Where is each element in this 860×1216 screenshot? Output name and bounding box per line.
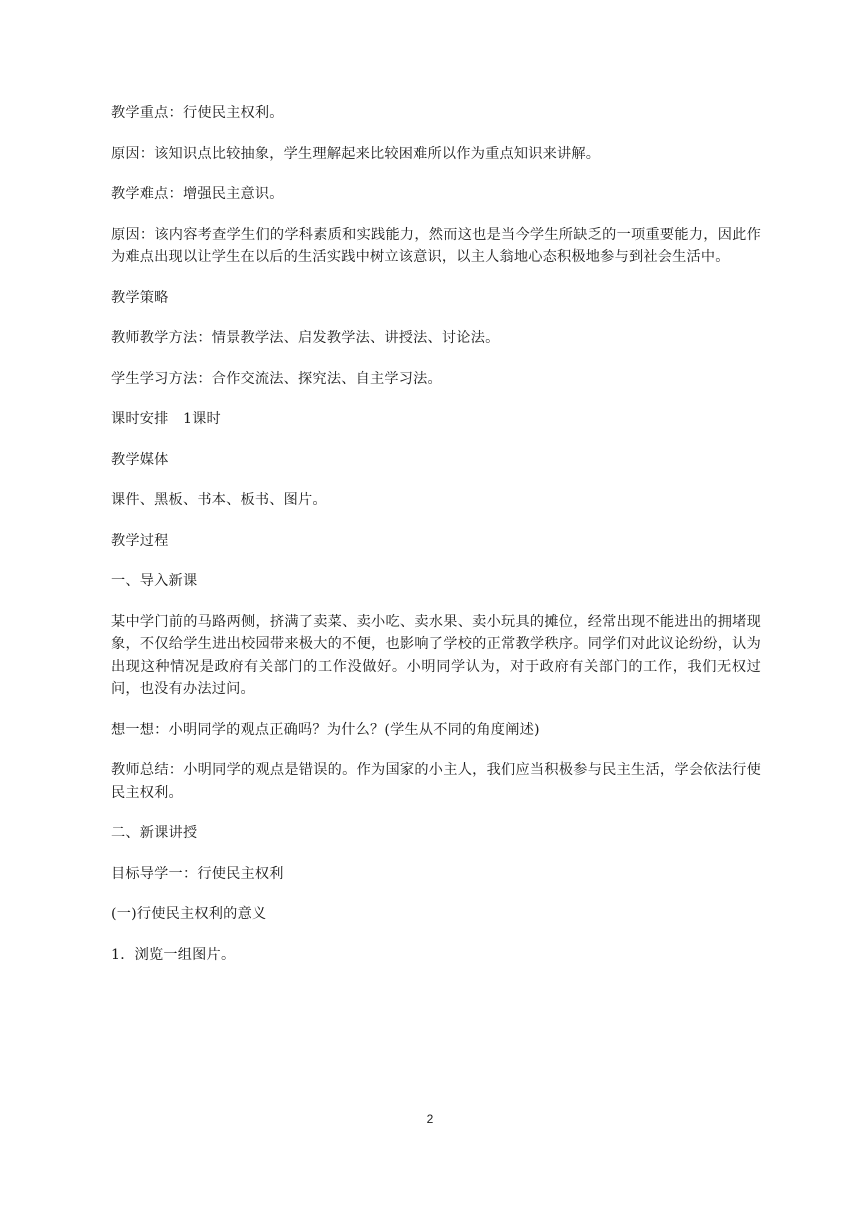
paragraph-difficulty-reason: 原因：该内容考查学生们的学科素质和实践能力，然而这也是当今学生所缺乏的一项重要能力，因此作为难点出现以让学生在以后的生活实践中树立该意识，以主人翁地心态积极地参与到社会生活中。 bbox=[111, 226, 761, 265]
paragraph-scenario: 某中学门前的马路两侧，挤满了卖菜、卖小吃、卖水果、卖小玩具的摊位，经常出现不能进出的拥堵现象，不仅给学生进出校园带来极大的不便，也影响了学校的正常教学秩序。同学们对此议论纷纷，认为出现这种情况是政府有关部门的工作没做好。小明同学认为，对于政府有关部门的工作，我们无权过问，也没有办法过问。 bbox=[111, 613, 761, 697]
heading-introduction: 一、导入新课 bbox=[111, 573, 198, 589]
paragraph-browse-pictures: 1．浏览一组图片。 bbox=[111, 946, 236, 963]
paragraph-teacher-methods: 教师教学方法：情景教学法、启发教学法、讲授法、讨论法。 bbox=[111, 330, 500, 346]
document-body bbox=[111, 102, 761, 984]
paragraph-think: 想一想：小明同学的观点正确吗？为什么？(学生从不同的角度阐述) bbox=[111, 721, 540, 738]
paragraph-teacher-summary: 教师总结：小明同学的观点是错误的。作为国家的小主人，我们应当积极参与民主生活，学会依法行使民主权利。 bbox=[111, 762, 761, 801]
paragraph-student-methods: 学生学习方法：合作交流法、探究法、自主学习法。 bbox=[111, 370, 442, 387]
paragraph-teaching-focus: 教学重点：行使民主权利。 bbox=[111, 105, 284, 121]
heading-teaching-process: 教学过程 bbox=[111, 532, 169, 549]
paragraph-focus-reason: 原因：该知识点比较抽象，学生理解起来比较困难所以作为重点知识来讲解。 bbox=[111, 145, 601, 162]
paragraph-teaching-difficulty: 教学难点：增强民主意识。 bbox=[111, 186, 284, 202]
heading-significance: (一)行使民主权利的意义 bbox=[111, 906, 267, 922]
page-number: 2 bbox=[426, 1112, 434, 1126]
heading-teaching-strategy: 教学策略 bbox=[111, 289, 169, 306]
heading-goal-one: 目标导学一：行使民主权利 bbox=[111, 865, 284, 882]
paragraph-class-hours: 课时安排 1课时 bbox=[111, 411, 221, 427]
paragraph-media-list: 课件、黑板、书本、板书、图片。 bbox=[111, 492, 327, 508]
heading-new-lesson: 二、新课讲授 bbox=[111, 825, 198, 841]
heading-teaching-media: 教学媒体 bbox=[111, 451, 169, 468]
